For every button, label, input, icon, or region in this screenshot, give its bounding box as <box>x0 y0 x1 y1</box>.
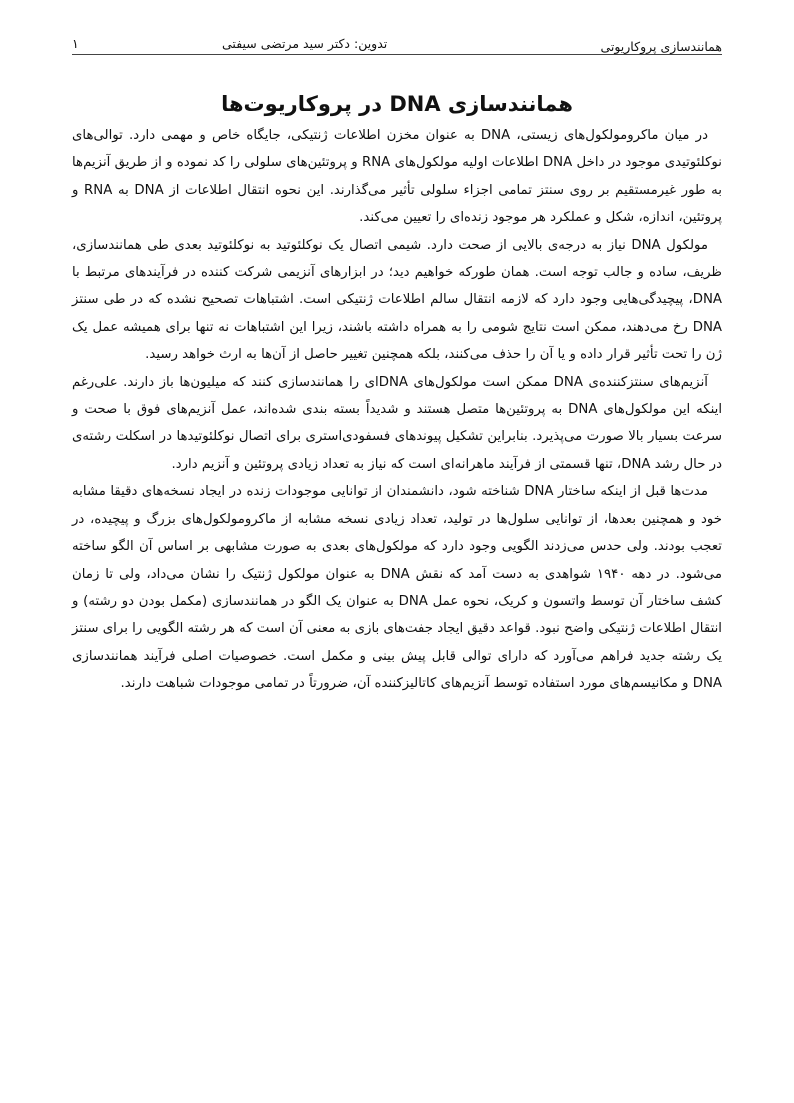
document-body <box>72 122 722 698</box>
document-title: همانندسازی DNA در پروکاریوت‌ها <box>221 92 573 117</box>
paragraph: در میان ماکرومولکول‌های زیستی، DNA به عنوان مخزن اطلاعات ژنتیکی، جایگاه خاص و مهمی دارد. توالی‌های نوکلئوتیدی موجود در داخل DNA اطلاعات اولیه مولکول‌های RNA و پروتئین‌های سلولی را کد نموده و از طریق آنزیم‌ها به طور غیرمستقیم بر روی سنتز تمامی اجزاء سلولی تأثیر می‌گذارند. این نحوه انتقال اطلاعات از DNA به RNA و پروتئین، اندازه، شکل و عملکرد هر موجود زنده‌ای را تعیین می‌کند. <box>72 128 722 226</box>
page-number: ۱ <box>72 36 79 51</box>
book-title: همانندسازی پروکاریوتی <box>600 39 722 54</box>
paragraph: مولکول DNA نیاز به درجه‌ی بالایی از صحت دارد. شیمی اتصال یک نوکلئوتید به نوکلئوتید بعدی طی همانندسازی، ظریف، ساده و جالب توجه است. همان طورکه خواهیم دید؛ در ابزارهای آنزیمی شرکت کننده در فرآیندهای مرتبط با DNA، پیچیدگی‌هایی وجود دارد که لازمه انتقال سالم اطلاعات ژنتیکی است. اشتباهات تصحیح نشده که در طی سنتز DNA رخ می‌دهند، ممکن است نتایج شومی را به همراه داشته باشند، زیرا این اشتباهات نه تنها برای همیشه عمل یک ژن را تحت تأثیر قرار داده و یا آن را حذف می‌کنند، بلکه همچنین تغییر حاصل از آن‌ها به ارث خواهد رسید. <box>72 237 722 363</box>
header-divider <box>72 54 722 55</box>
author-credit: تدوین: دکتر سید مرتضی سیفتی <box>222 36 388 51</box>
paragraph: آنزیم‌های سنتزکننده‌ی DNA ممکن است مولکول‌های DNAای را همانندسازی کنند که میلیون‌ها باز دارند. علی‌رغم اینکه این مولکول‌های DNA به پروتئین‌ها متصل هستند و شدیداً بسته بندی شده‌اند، عمل آنزیم‌های فوق با صحت و سرعت بسیار بالا صورت می‌پذیرد. بنابراین تشکیل پیوندهای فسفودی‌استری برای اتصال نوکلئوتیدها در اسکلت رشته‌ی در حال رشد DNA، تنها قسمتی از فرآیند ماهرانه‌ای است که نیاز به تعداد زیادی پروتئین و آنزیم دارد. <box>72 374 723 472</box>
paragraph: مدت‌ها قبل از اینکه ساختار DNA شناخته شود، دانشمندان از توانایی موجودات زنده در ایجاد نسخه‌های دقیقا مشابه خود و همچنین بعدها، از توانایی سلول‌ها در تولید، تعداد زیادی نسخه مشابه از ماکرومولکول‌های بزرگ و پیچیده، در تعجب بودند. ولی حدس می‌زدند الگویی وجود دارد که مولکول‌های بعدی به صورت مشابهی بر اساس آن الگو ساخته می‌شود. در دهه ۱۹۴۰ شواهدی به دست آمد که نقش DNA به عنوان مولکول ژنتیک را نشان می‌داد، ولی تا زمان کشف ساختار آن توسط واتسون و کریک، نحوه عمل DNA به عنوان یک الگو در همانندسازی (مکمل بودن دو رشته) و انتقال اطلاعات ژنتیکی واضح نبود. قواعد دقیق ایجاد جفت‌های بازی به معنی آن است که هر رشته الگویی را برای سنتز یک رشته جدید فراهم می‌آورد که دارای توالی قابل پیش بینی و مکمل است. خصوصیات اصلی فرآیند همانندسازی DNA و مکانیسم‌های مورد استفاده توسط آنزیم‌های کاتالیزکننده آن، ضرورتاً در تمامی موجودات شباهت دارند. <box>72 484 722 692</box>
page-header <box>72 28 722 54</box>
